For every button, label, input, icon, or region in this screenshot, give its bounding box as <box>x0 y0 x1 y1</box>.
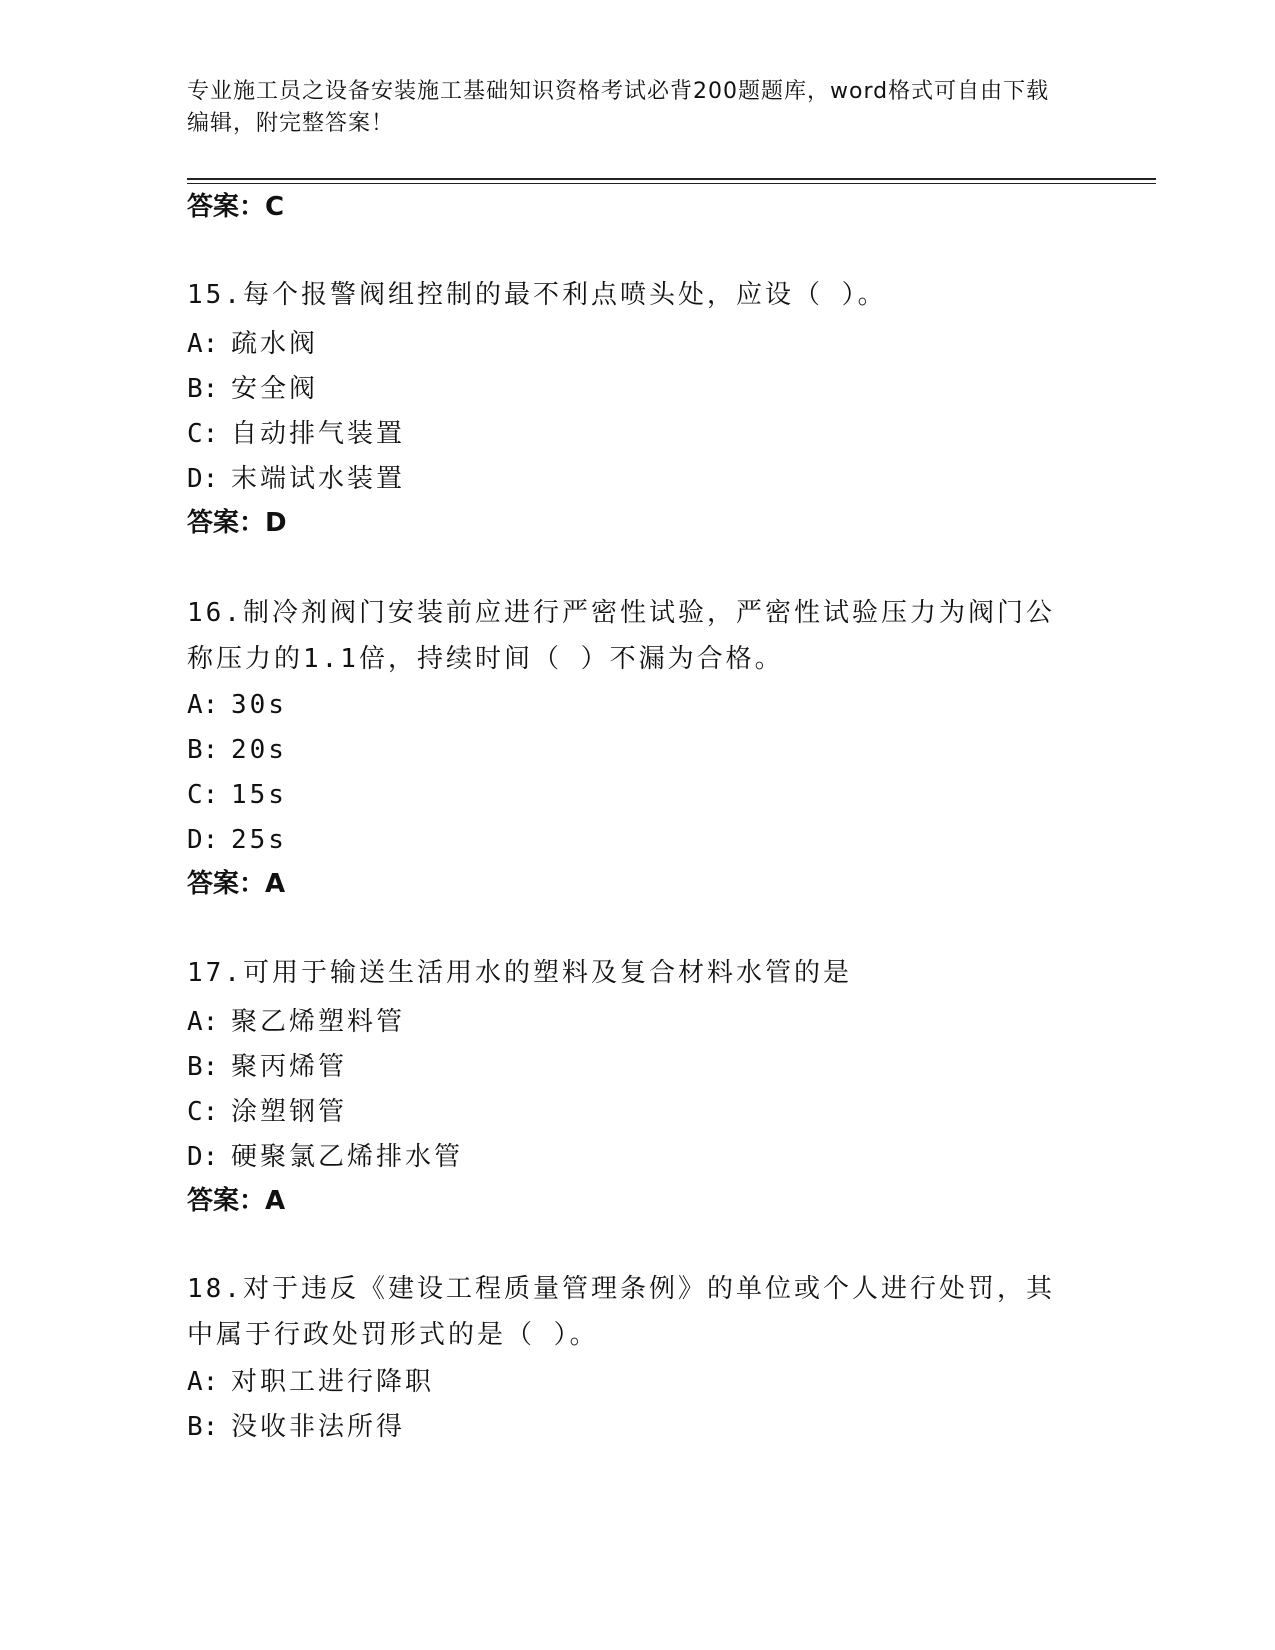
option-text: 硬聚氯乙烯排水管 <box>231 1142 464 1172</box>
question-17-option-d <box>187 1139 463 1175</box>
question-17-option-a <box>187 1004 405 1040</box>
option-label: A: <box>187 329 219 359</box>
option-text: 聚丙烯管 <box>231 1052 348 1082</box>
answer-14: 答案：C <box>187 192 285 222</box>
option-text: 涂塑钢管 <box>231 1097 348 1127</box>
option-label: D: <box>187 825 219 855</box>
option-text: 15s <box>231 780 287 810</box>
option-label: B: <box>187 1052 219 1082</box>
option-label: B: <box>187 374 219 404</box>
header-divider-thin <box>187 183 1156 184</box>
option-text: 聚乙烯塑料管 <box>231 1007 406 1037</box>
answer-17: 答案：A <box>187 1186 286 1216</box>
question-15-stem: 15.每个报警阀组控制的最不利点喷头处，应设（ ）。 <box>187 280 887 310</box>
option-label: A: <box>187 1367 219 1397</box>
document-header: 专业施工员之设备安装施工基础知识资格考试必背200题题库，word格式可自由下载编辑，附完整答案！ <box>187 79 1050 136</box>
question-16-option-c <box>187 777 287 813</box>
question-16-stem: 16.制冷剂阀门安装前应进行严密性试验，严密性试验压力为阀门公称压力的1.1倍，持续时间（ ）不漏为合格。 <box>187 598 1055 674</box>
option-label: A: <box>187 690 219 720</box>
option-label: A: <box>187 1007 219 1037</box>
option-text: 疏水阀 <box>231 329 319 359</box>
option-text: 自动排气装置 <box>231 419 406 449</box>
option-label: C: <box>187 1097 219 1127</box>
question-15-option-a <box>187 326 318 362</box>
option-label: B: <box>187 1412 219 1442</box>
answer-16: 答案：A <box>187 869 286 899</box>
question-17-stem: 17.可用于输送生活用水的塑料及复合材料水管的是 <box>187 958 852 988</box>
question-16-option-a <box>187 687 287 723</box>
header-divider-thick <box>187 178 1156 180</box>
question-16-option-b <box>187 732 287 768</box>
option-text: 25s <box>231 825 287 855</box>
question-15-option-c <box>187 416 405 452</box>
option-text: 末端试水装置 <box>231 464 406 494</box>
question-15-option-b <box>187 371 318 407</box>
option-text: 安全阀 <box>231 374 319 404</box>
option-label: C: <box>187 780 219 810</box>
answer-15: 答案：D <box>187 508 287 538</box>
option-text: 20s <box>231 735 287 765</box>
question-18-option-a <box>187 1364 434 1400</box>
option-label: D: <box>187 1142 219 1172</box>
question-18-stem: 18.对于违反《建设工程质量管理条例》的单位或个人进行处罚，其中属于行政处罚形式的是（ ）。 <box>187 1274 1055 1350</box>
option-label: B: <box>187 735 219 765</box>
question-15-option-d <box>187 461 405 497</box>
option-label: C: <box>187 419 219 449</box>
option-text: 对职工进行降职 <box>231 1367 435 1397</box>
question-17-option-c <box>187 1094 347 1130</box>
question-18-option-b <box>187 1409 405 1445</box>
option-text: 没收非法所得 <box>231 1412 406 1442</box>
option-label: D: <box>187 464 219 494</box>
question-16-option-d <box>187 822 287 858</box>
question-17-option-b <box>187 1049 347 1085</box>
option-text: 30s <box>231 690 287 720</box>
